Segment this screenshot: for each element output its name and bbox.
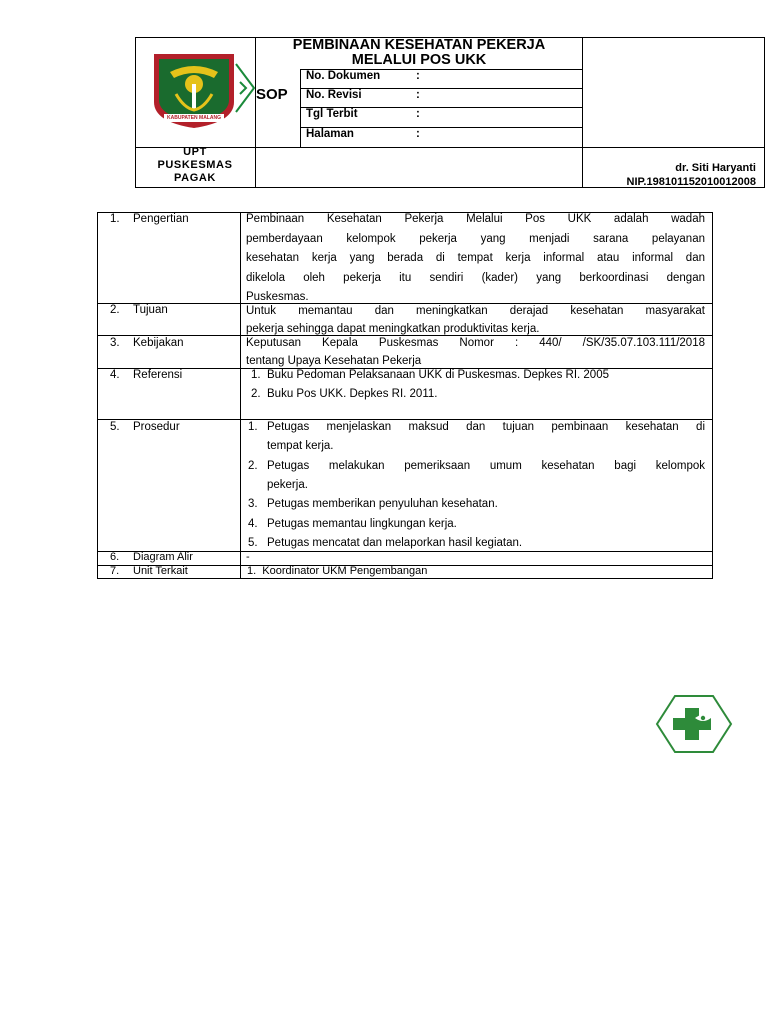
unit-value: 1. Koordinator UKM Pengembangan (247, 565, 428, 577)
tujuan-text: Untuk memantau dan meningkatkan derajad kesehatan masyarakat pekerja sehingga dapat meningkatkan produktivitas kerja. (246, 305, 705, 335)
meta-label-no-revisi: No. Revisi (306, 89, 362, 101)
row-label-pengertian: Pengertian (133, 213, 189, 225)
prosedur-item-text-cont: tempat kerja. (267, 440, 334, 452)
meta-label-tgl-terbit: Tgl Terbit (306, 108, 358, 120)
prosedur-item-text-cont: pekerja. (267, 479, 308, 491)
prosedur-item-text: Petugas memantau lingkungan kerja. (267, 518, 457, 530)
row-label-unit: Unit Terkait (133, 565, 188, 577)
diagram-value: - (246, 551, 250, 563)
pengertian-text: Pembinaan Kesehatan Pekerja Melalui Pos UKK adalah wadah pemberdayaan kelompok pekerja yang menjadi sarana pelayanan kesehatan kerja yang berada di tempat kerja informal atau informal dan dikelola oleh pekerja itu sendiri (kader) yang berkoordinasi dengan Puskesmas. (246, 213, 705, 303)
kebijakan-text: Keputusan Kepala Puskesmas Nomor : 440/ /SK/35.07.103.111/2018 tentang Upaya Kesehatan Pekerja (246, 337, 705, 367)
row-label-referensi: Referensi (133, 369, 183, 381)
row-num-pengertian: 1. (110, 213, 120, 225)
signature-block (584, 161, 756, 189)
meta-value-tgl-terbit: : (416, 108, 420, 120)
prosedur-item-number: 5. (248, 537, 258, 549)
prosedur-item-number: 1. (248, 421, 258, 433)
signer-name: dr. Siti Haryanti (675, 162, 756, 174)
referensi-item-number: 1. (251, 369, 261, 381)
prosedur-item-text: Petugas menjelaskan maksud dan tujuan pembinaan kesehatan di (267, 421, 705, 433)
prosedur-item-number: 3. (248, 498, 258, 510)
signer-nip: NIP.198101152010012008 (626, 176, 756, 188)
sop-label: SOP (256, 86, 288, 103)
prosedur-item-text: Petugas memberikan penyuluhan kesehatan. (267, 498, 498, 510)
chevron-icon (234, 62, 256, 114)
row-num-unit: 7. (110, 565, 120, 577)
regency-logo (150, 50, 238, 130)
prosedur-item-text: Petugas melakukan pemeriksaan umum kesehatan bagi kelompok (267, 460, 705, 472)
row-label-diagram: Diagram Alir (133, 551, 193, 563)
organization-name: UPT PUSKESMAS PAGAK (157, 146, 233, 184)
referensi-item-number: 2. (251, 388, 261, 400)
puskesmas-cross-icon (655, 694, 733, 754)
prosedur-item-text: Petugas mencatat dan melaporkan hasil kegiatan. (267, 537, 523, 549)
document-title: PEMBINAAN KESEHATAN PEKERJA MELALUI POS UKK (292, 37, 546, 68)
referensi-item-text: Buku Pos UKK. Depkes RI. 2011. (267, 388, 438, 400)
row-num-prosedur: 5. (110, 421, 120, 433)
referensi-item-text: Buku Pedoman Pelaksanaan UKK di Puskesmas. Depkes RI. 2005 (267, 369, 609, 381)
meta-label-halaman: Halaman (306, 128, 354, 140)
row-label-prosedur: Prosedur (133, 421, 180, 433)
row-num-kebijakan: 3. (110, 337, 120, 349)
meta-value-no-dokumen: : (416, 70, 420, 82)
row-num-tujuan: 2. (110, 304, 120, 316)
prosedur-item-number: 2. (248, 460, 258, 472)
meta-value-halaman: : (416, 128, 420, 140)
row-num-referensi: 4. (110, 369, 120, 381)
row-label-tujuan: Tujuan (133, 304, 168, 316)
row-num-diagram: 6. (110, 551, 120, 563)
prosedur-item-number: 4. (248, 518, 258, 530)
row-label-kebijakan: Kebijakan (133, 337, 184, 349)
meta-value-no-revisi: : (416, 89, 420, 101)
logo-text: KABUPATEN MALANG (167, 115, 221, 121)
meta-label-no-dokumen: No. Dokumen (306, 70, 381, 82)
